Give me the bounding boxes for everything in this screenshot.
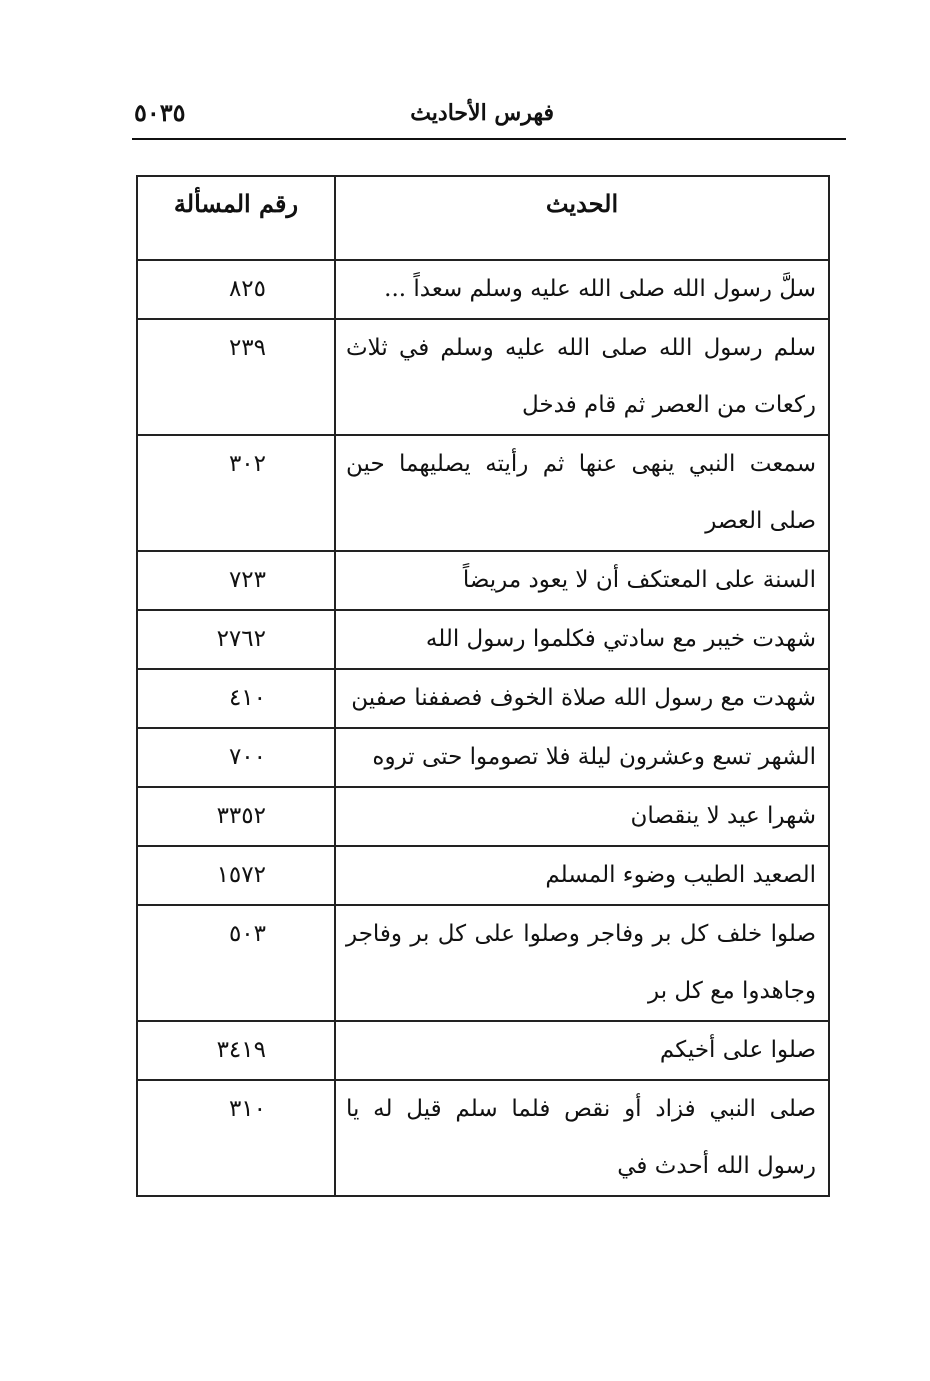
running-title: فهرس الأحاديث [410,100,554,126]
table-row [137,787,829,846]
hadith-text: سلم رسول الله صلى الله عليه وسلم في ثلاث ركعات من العصر ثم قام فدخل [335,319,829,435]
table-header-row [137,176,829,260]
issue-number: ٣١٠ [137,1080,335,1196]
hadith-text: سمعت النبي ينهى عنها ثم رأيته يصليهما حين صلى العصر [335,435,829,551]
hadith-text: شهرا عيد لا ينقصان [335,787,829,846]
column-header-issue-number: رقم المسألة [137,176,335,260]
issue-number: ٨٢٥ [137,260,335,319]
hadith-text: صلوا خلف كل بر وفاجر وصلوا على كل بر وفاجر وجاهدوا مع كل بر [335,905,829,1021]
table-row [137,551,829,610]
table-row [137,728,829,787]
table-row [137,260,829,319]
issue-number: ٧٠٠ [137,728,335,787]
table-row [137,1080,829,1196]
hadith-text: سلَّ رسول الله صلى الله عليه وسلم سعداً ... [335,260,829,319]
page-header [132,96,846,140]
table-row [137,905,829,1021]
hadith-text: شهدت مع رسول الله صلاة الخوف فصففنا صفين [335,669,829,728]
table-row [137,319,829,435]
issue-number: ٣٠٢ [137,435,335,551]
table-row [137,1021,829,1080]
issue-number: ٧٢٣ [137,551,335,610]
issue-number: ٢٣٩ [137,319,335,435]
column-header-hadith: الحديث [335,176,829,260]
hadith-text: الشهر تسع وعشرون ليلة فلا تصوموا حتى تروه [335,728,829,787]
issue-number: ٣٤١٩ [137,1021,335,1080]
issue-number: ٤١٠ [137,669,335,728]
hadith-index-table [136,175,830,1197]
table-row [137,669,829,728]
hadith-text: صلوا على أخيكم [335,1021,829,1080]
issue-number: ٢٧٦٢ [137,610,335,669]
table-row [137,846,829,905]
hadith-text: صلى النبي فزاد أو نقص فلما سلم قيل له يا رسول الله أحدث في [335,1080,829,1196]
table-row [137,610,829,669]
hadith-text: شهدت خيبر مع سادتي فكلموا رسول الله [335,610,829,669]
hadith-text: السنة على المعتكف أن لا يعود مريضاً [335,551,829,610]
issue-number: ١٥٧٢ [137,846,335,905]
hadith-text: الصعيد الطيب وضوء المسلم [335,846,829,905]
table-row [137,435,829,551]
issue-number: ٣٣٥٢ [137,787,335,846]
issue-number: ٥٠٣ [137,905,335,1021]
page-number: ٥٠٣٥ [134,98,186,127]
